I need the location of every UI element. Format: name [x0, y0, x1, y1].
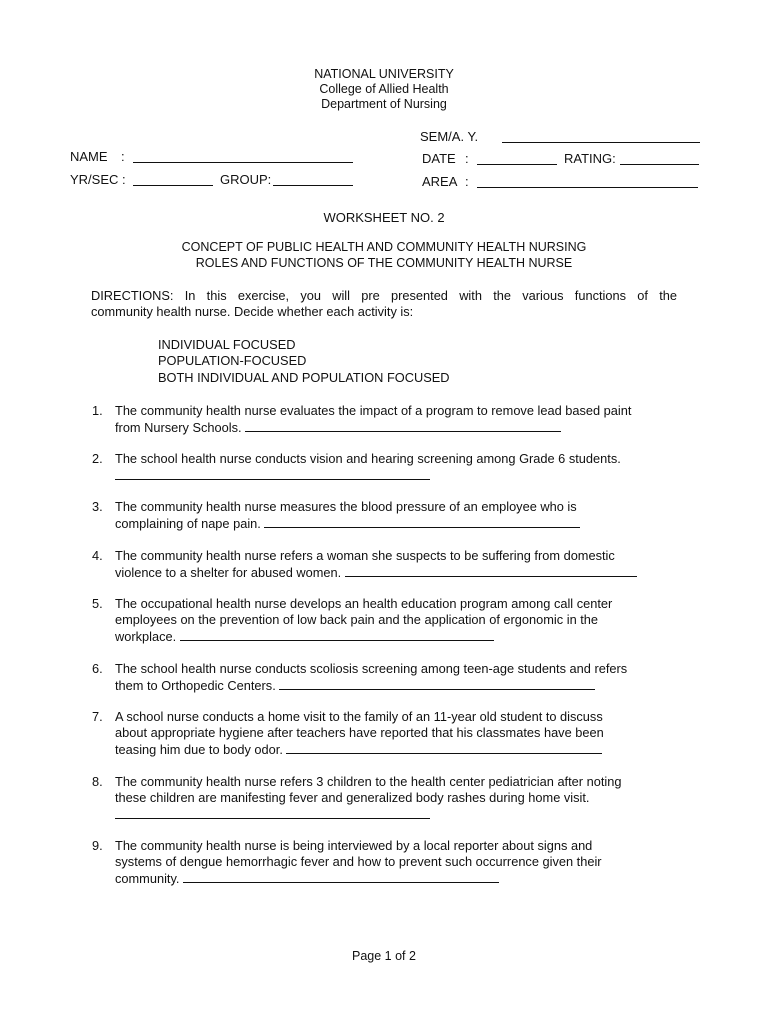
- date-label: DATE: [422, 151, 456, 166]
- answer-blank[interactable]: [286, 741, 602, 754]
- question-text: The community health nurse refers 3 children to the health center pediatrician after noting: [115, 774, 622, 789]
- name-field[interactable]: [133, 162, 353, 163]
- group-field[interactable]: [273, 185, 353, 186]
- question-number: 3.: [92, 499, 103, 514]
- answer-blank[interactable]: [180, 628, 494, 641]
- question-text: them to Orthopedic Centers.: [115, 678, 280, 694]
- question-2: [92, 451, 682, 484]
- question-7: [92, 709, 682, 759]
- question-number: 2.: [92, 451, 103, 466]
- question-text: The school health nurse conducts vision and hearing screening among Grade 6 students.: [115, 451, 621, 466]
- question-text: A school nurse conducts a home visit to the family of an 11-year old student to discuss: [115, 709, 603, 724]
- option-both: BOTH INDIVIDUAL AND POPULATION FOCUSED: [158, 370, 450, 385]
- answer-blank[interactable]: [115, 806, 430, 819]
- question-text: The community health nurse measures the blood pressure of an employee who is: [115, 499, 577, 514]
- area-field[interactable]: [477, 187, 698, 188]
- question-3: [92, 499, 682, 532]
- question-number: 8.: [92, 774, 103, 789]
- question-text: employees on the prevention of low back pain and the application of ergonomic in the: [115, 612, 599, 628]
- question-6: [92, 661, 682, 694]
- option-population: POPULATION-FOCUSED: [158, 353, 307, 368]
- question-text: The community health nurse is being interviewed by a local reporter about signs and: [115, 838, 593, 853]
- question-number: 5.: [92, 596, 103, 611]
- option-individual: INDIVIDUAL FOCUSED: [158, 337, 296, 352]
- question-5: [92, 596, 682, 646]
- worksheet-subtitle-1: CONCEPT OF PUBLIC HEALTH AND COMMUNITY HEALTH NURSING: [181, 240, 587, 254]
- answer-blank[interactable]: [245, 419, 561, 432]
- rating-label: RATING:: [564, 151, 616, 166]
- question-number: 4.: [92, 548, 103, 563]
- date-field[interactable]: [477, 164, 557, 165]
- area-label: AREA: [422, 174, 458, 189]
- name-label: NAME: [70, 149, 108, 164]
- answer-blank[interactable]: [115, 467, 430, 480]
- question-text: from Nursery Schools.: [115, 420, 246, 436]
- question-text: The occupational health nurse develops an health education program among call center: [115, 596, 613, 611]
- question-text: about appropriate hygiene after teachers have reported that his classmates have been: [115, 725, 604, 741]
- yrsec-label: YR/SEC: [70, 172, 119, 187]
- question-text: The community health nurse refers a woman she suspects to be suffering from domestic: [115, 548, 615, 563]
- sem-field[interactable]: [502, 142, 700, 143]
- question-text: teasing him due to body odor.: [115, 742, 287, 758]
- page-number: Page 1 of 2: [352, 949, 416, 963]
- question-4: [92, 548, 682, 581]
- rating-field[interactable]: [620, 164, 699, 165]
- area-colon: :: [465, 174, 469, 189]
- yrsec-colon: :: [122, 172, 126, 187]
- question-text: The community health nurse evaluates the impact of a program to remove lead based paint: [115, 403, 632, 418]
- question-number: 7.: [92, 709, 103, 724]
- name-colon: :: [121, 149, 125, 164]
- question-text: violence to a shelter for abused women.: [115, 565, 345, 581]
- question-9: [92, 838, 682, 888]
- question-number: 1.: [92, 403, 103, 418]
- directions-line-2: community health nurse. Decide whether each activity is:: [91, 304, 414, 319]
- worksheet-subtitle-2: ROLES AND FUNCTIONS OF THE COMMUNITY HEALTH NURSE: [195, 256, 573, 270]
- department-name: Department of Nursing: [321, 97, 447, 111]
- answer-blank[interactable]: [183, 870, 499, 883]
- question-text: systems of dengue hemorrhagic fever and how to prevent such occurrence given their: [115, 854, 602, 870]
- question-text: workplace.: [115, 629, 180, 645]
- university-name: NATIONAL UNIVERSITY: [314, 67, 454, 81]
- yrsec-field[interactable]: [133, 185, 213, 186]
- worksheet-title: WORKSHEET NO. 2: [323, 210, 445, 225]
- question-1: [92, 403, 682, 436]
- question-text: these children are manifesting fever and generalized body rashes during home visit.: [115, 790, 590, 806]
- sem-label: SEM/A. Y.: [420, 129, 479, 144]
- answer-blank[interactable]: [264, 515, 580, 528]
- answer-blank[interactable]: [345, 564, 637, 577]
- question-text: community.: [115, 871, 184, 887]
- question-number: 9.: [92, 838, 103, 853]
- question-text: complaining of nape pain.: [115, 516, 265, 532]
- answer-blank[interactable]: [279, 677, 595, 690]
- college-name: College of Allied Health: [319, 82, 449, 96]
- directions-line-1: DIRECTIONS: In this exercise, you will pre presented with the various functions of the: [91, 288, 677, 303]
- date-colon: :: [465, 151, 469, 166]
- question-text: The school health nurse conducts scoliosis screening among teen-age students and refers: [115, 661, 628, 676]
- group-label: GROUP:: [220, 172, 272, 187]
- question-number: 6.: [92, 661, 103, 676]
- question-8: [92, 774, 682, 824]
